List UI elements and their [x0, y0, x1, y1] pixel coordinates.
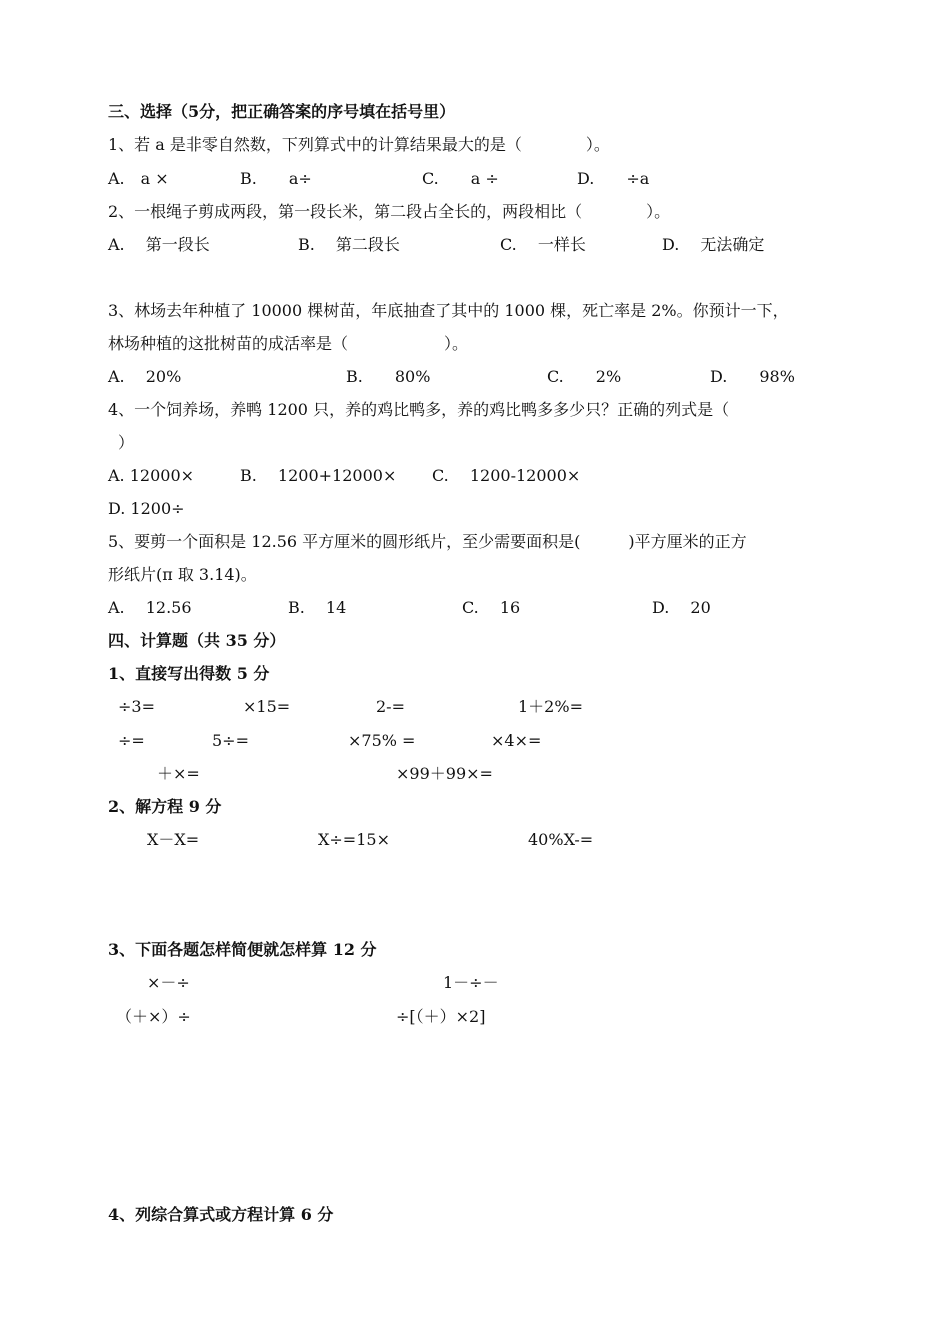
p2-eq2: X÷=15× [318, 830, 390, 849]
q4-stem-line1: 4、一个饲养场，养鸭 1200 只，养的鸡比鸭多，养的鸡比鸭多多少只？正确的列式是（ [108, 400, 730, 419]
q1-option-d: D. ÷a [577, 169, 650, 188]
p1-r3-c2: ×99＋99×= [396, 764, 493, 783]
q4-stem-line2: ） [118, 433, 135, 452]
q1-option-a: A. a × [108, 169, 169, 188]
q1-option-c: C. a ÷ [422, 169, 499, 188]
q1-option-b: B. a÷ [240, 169, 312, 188]
q5-option-c: C. 16 [462, 598, 521, 617]
p2-eq3: 40%X-= [528, 830, 594, 849]
p4-title: 4、列综合算式或方程计算 6 分 [108, 1205, 334, 1224]
p3-r2-c1: （＋×）÷ [116, 1007, 191, 1026]
p3-r2-c2: ÷[（＋）×2] [396, 1007, 486, 1026]
q2-option-a: A. 第一段长 [108, 235, 210, 254]
q3-option-d: D. 98% [710, 367, 795, 386]
p1-r2-c2: 5÷= [212, 731, 249, 750]
section3-title: 三、选择（5分，把正确答案的序号填在括号里） [108, 102, 456, 121]
q4-option-c: C. 1200-12000× [432, 466, 581, 485]
p3-r1-c1: ×－÷ [147, 973, 190, 992]
q2-stem: 2、一根绳子剪成两段，第一段长米，第二段占全长的，两段相比（ ）。 [108, 202, 671, 221]
p1-r2-c1: ÷= [118, 731, 145, 750]
p1-r1-c3: 2-= [376, 697, 405, 716]
q5-option-d: D. 20 [652, 598, 711, 617]
q4-option-b: B. 1200+12000× [240, 466, 397, 485]
q1-stem: 1、若 a 是非零自然数，下列算式中的计算结果最大的是（ ）。 [108, 135, 610, 154]
p1-r1-c4: 1＋2%= [518, 697, 583, 716]
q2-option-b: B. 第二段长 [298, 235, 400, 254]
p1-r2-c3: ×75% = [348, 731, 416, 750]
q5-option-a: A. 12.56 [108, 598, 192, 617]
section4-title: 四、计算题（共 35 分） [108, 631, 286, 650]
p1-title: 1、直接写出得数 5 分 [108, 664, 270, 683]
q2-option-d: D. 无法确定 [662, 235, 765, 254]
q3-option-a: A. 20% [108, 367, 182, 386]
p1-r3-c1: ＋×= [157, 764, 200, 783]
q3-stem-line1: 3、林场去年种植了 10000 棵树苗，年底抽查了其中的 1000 棵，死亡率是 2%。你预计一下， [108, 301, 789, 320]
p3-r1-c2: 1－÷－ [443, 973, 499, 992]
q3-option-b: B. 80% [346, 367, 431, 386]
q5-stem-line1: 5、要剪一个面积是 12.56 平方厘米的圆形纸片，至少需要面积是( )平方厘米的正方 [108, 532, 747, 551]
q4-option-d: D. 1200÷ [108, 499, 185, 518]
p2-title: 2、解方程 9 分 [108, 797, 222, 816]
q5-stem-line2: 形纸片(π 取 3.14)。 [108, 565, 257, 584]
p1-r1-c2: ×15= [243, 697, 291, 716]
q4-option-a: A. 12000× [108, 466, 195, 485]
p1-r1-c1: ÷3= [118, 697, 155, 716]
p1-r2-c4: ×4×= [491, 731, 542, 750]
p2-eq1: X－X= [147, 830, 200, 849]
q2-option-c: C. 一样长 [500, 235, 586, 254]
q3-option-c: C. 2% [547, 367, 622, 386]
q5-option-b: B. 14 [288, 598, 347, 617]
p3-title: 3、下面各题怎样简便就怎样算 12 分 [108, 940, 377, 959]
q3-stem-line2: 林场种植的这批树苗的成活率是（ ）。 [108, 334, 469, 353]
